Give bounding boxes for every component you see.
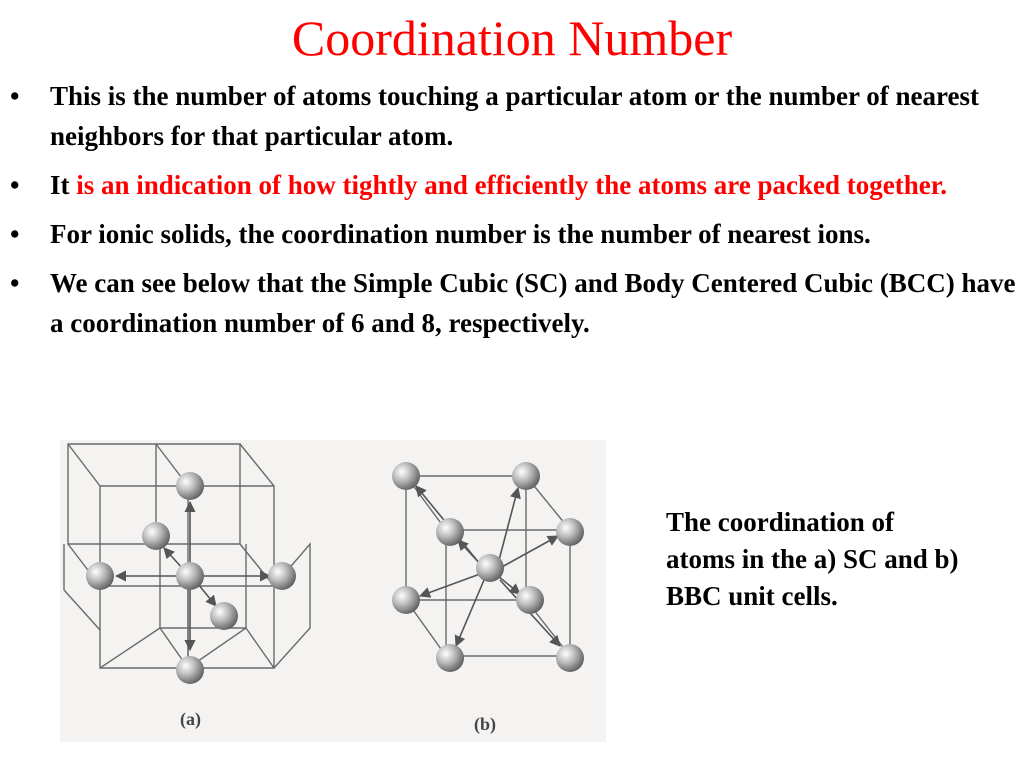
unit-cell-diagram: [60, 440, 606, 742]
figure-label-b: (b): [474, 714, 496, 734]
bullet-list: [10, 76, 1018, 352]
unit-cell-figure: [60, 440, 606, 742]
bullet-icon: •: [10, 81, 20, 111]
bullet-item: [10, 263, 1018, 343]
bullet-item: [10, 165, 1018, 205]
bullet-icon: •: [10, 268, 20, 298]
slide-title: Coordination Number: [291, 10, 733, 66]
bullet-text: We can see below that the Simple Cubic (SC) and Body Centered Cubic (BCC) have a coordination number of 6 and 8, respectively.: [50, 268, 1016, 338]
bullet-highlight-text: is an indication of how tightly and efficiently the atoms are packed together.: [76, 170, 947, 200]
bullet-text: For ionic solids, the coordination number is the number of nearest ions.: [50, 219, 871, 249]
simple-cubic-atoms: [86, 472, 296, 684]
bullet-icon: •: [10, 170, 20, 200]
figure-caption: The coordination of atoms in the a) SC and b) BBC unit cells.: [666, 507, 959, 611]
bullet-item: [10, 214, 1018, 254]
bullet-item: [10, 76, 1018, 156]
bullet-text: This is the number of atoms touching a particular atom or the number of nearest neighbors for that particular atom.: [50, 81, 980, 151]
bullet-prefix: It: [50, 170, 77, 200]
figure-label-a: (a): [180, 709, 201, 729]
bullet-icon: •: [10, 219, 20, 249]
